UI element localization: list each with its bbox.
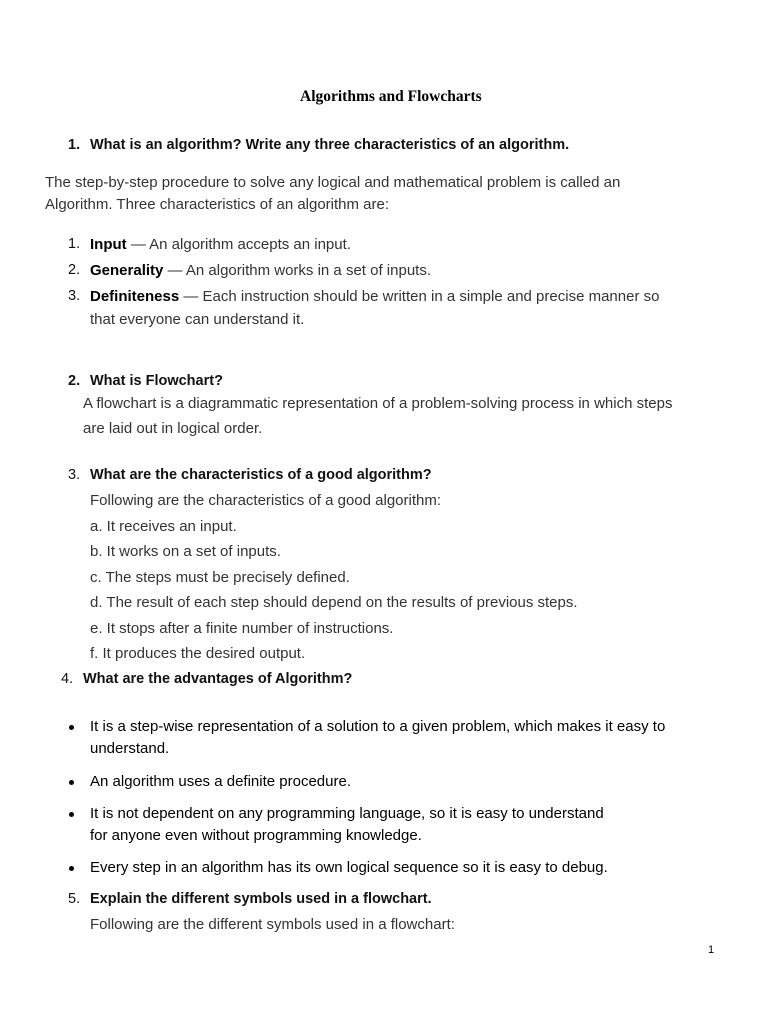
question-3-text: What are the characteristics of a good algorithm?	[90, 467, 432, 483]
bullet-icon	[69, 780, 74, 785]
answer-2-line-1: A flowchart is a diagrammatic representation of a problem-solving process in which steps	[83, 395, 673, 412]
question-4-text: What are the advantages of Algorithm?	[83, 671, 353, 687]
answer-1-line-2: Algorithm. Three characteristics of an algorithm are:	[45, 196, 390, 213]
list-item	[90, 288, 659, 305]
answer-1-line-1: The step-by-step procedure to solve any logical and mathematical problem is called an	[45, 174, 621, 191]
bullet-item: An algorithm uses a definite procedure.	[90, 773, 351, 790]
list-item-continuation: that everyone can understand it.	[90, 311, 305, 328]
question-4-number: 4.	[61, 671, 74, 687]
question-5-text: Explain the different symbols used in a flowchart.	[90, 891, 432, 907]
bullet-item: It is not dependent on any programming language, so it is easy to understand	[90, 805, 604, 822]
answer-5-intro: Following are the different symbols used in a flowchart:	[90, 916, 455, 933]
bullet-item: Every step in an algorithm has its own logical sequence so it is easy to debug.	[90, 859, 608, 876]
list-item-term: Definiteness	[90, 288, 180, 305]
list-item: d. The result of each step should depend on the results of previous steps.	[90, 594, 578, 611]
bullet-item-continuation: for anyone even without programming knowledge.	[90, 827, 422, 844]
answer-2-line-2: are laid out in logical order.	[83, 420, 263, 437]
list-item-number: 2.	[68, 262, 81, 278]
list-item: b. It works on a set of inputs.	[90, 543, 281, 560]
question-1-number: 1.	[68, 137, 81, 153]
list-item	[90, 236, 351, 253]
list-item-text: — Each instruction should be written in a simple and precise manner so	[179, 288, 660, 305]
question-3-number: 3.	[68, 467, 81, 483]
bullet-icon	[69, 725, 74, 730]
bullet-icon	[69, 866, 74, 871]
page-number: 1	[708, 944, 715, 956]
answer-3-intro: Following are the characteristics of a good algorithm:	[90, 492, 442, 509]
list-item: c. The steps must be precisely defined.	[90, 569, 350, 586]
question-2-number: 2.	[68, 373, 81, 389]
list-item-term: Generality	[90, 262, 164, 279]
list-item-number: 3.	[68, 288, 81, 304]
question-2-text: What is Flowchart?	[90, 373, 223, 389]
list-item-text: — An algorithm works in a set of inputs.	[163, 262, 431, 279]
list-item-term: Input	[90, 236, 127, 253]
bullet-item: It is a step-wise representation of a solution to a given problem, which makes it easy to	[90, 718, 666, 735]
bullet-icon	[69, 812, 74, 817]
question-1-text: What is an algorithm? Write any three characteristics of an algorithm.	[90, 137, 570, 153]
list-item-text: — An algorithm accepts an input.	[126, 236, 351, 253]
list-item: f. It produces the desired output.	[90, 645, 306, 662]
document-title: Algorithms and Flowcharts	[300, 88, 482, 105]
list-item: a. It receives an input.	[90, 518, 237, 535]
list-item-number: 1.	[68, 236, 81, 252]
list-item	[90, 262, 431, 279]
question-5-number: 5.	[68, 891, 81, 907]
list-item: e. It stops after a finite number of instructions.	[90, 620, 394, 637]
bullet-item-continuation: understand.	[90, 740, 170, 757]
